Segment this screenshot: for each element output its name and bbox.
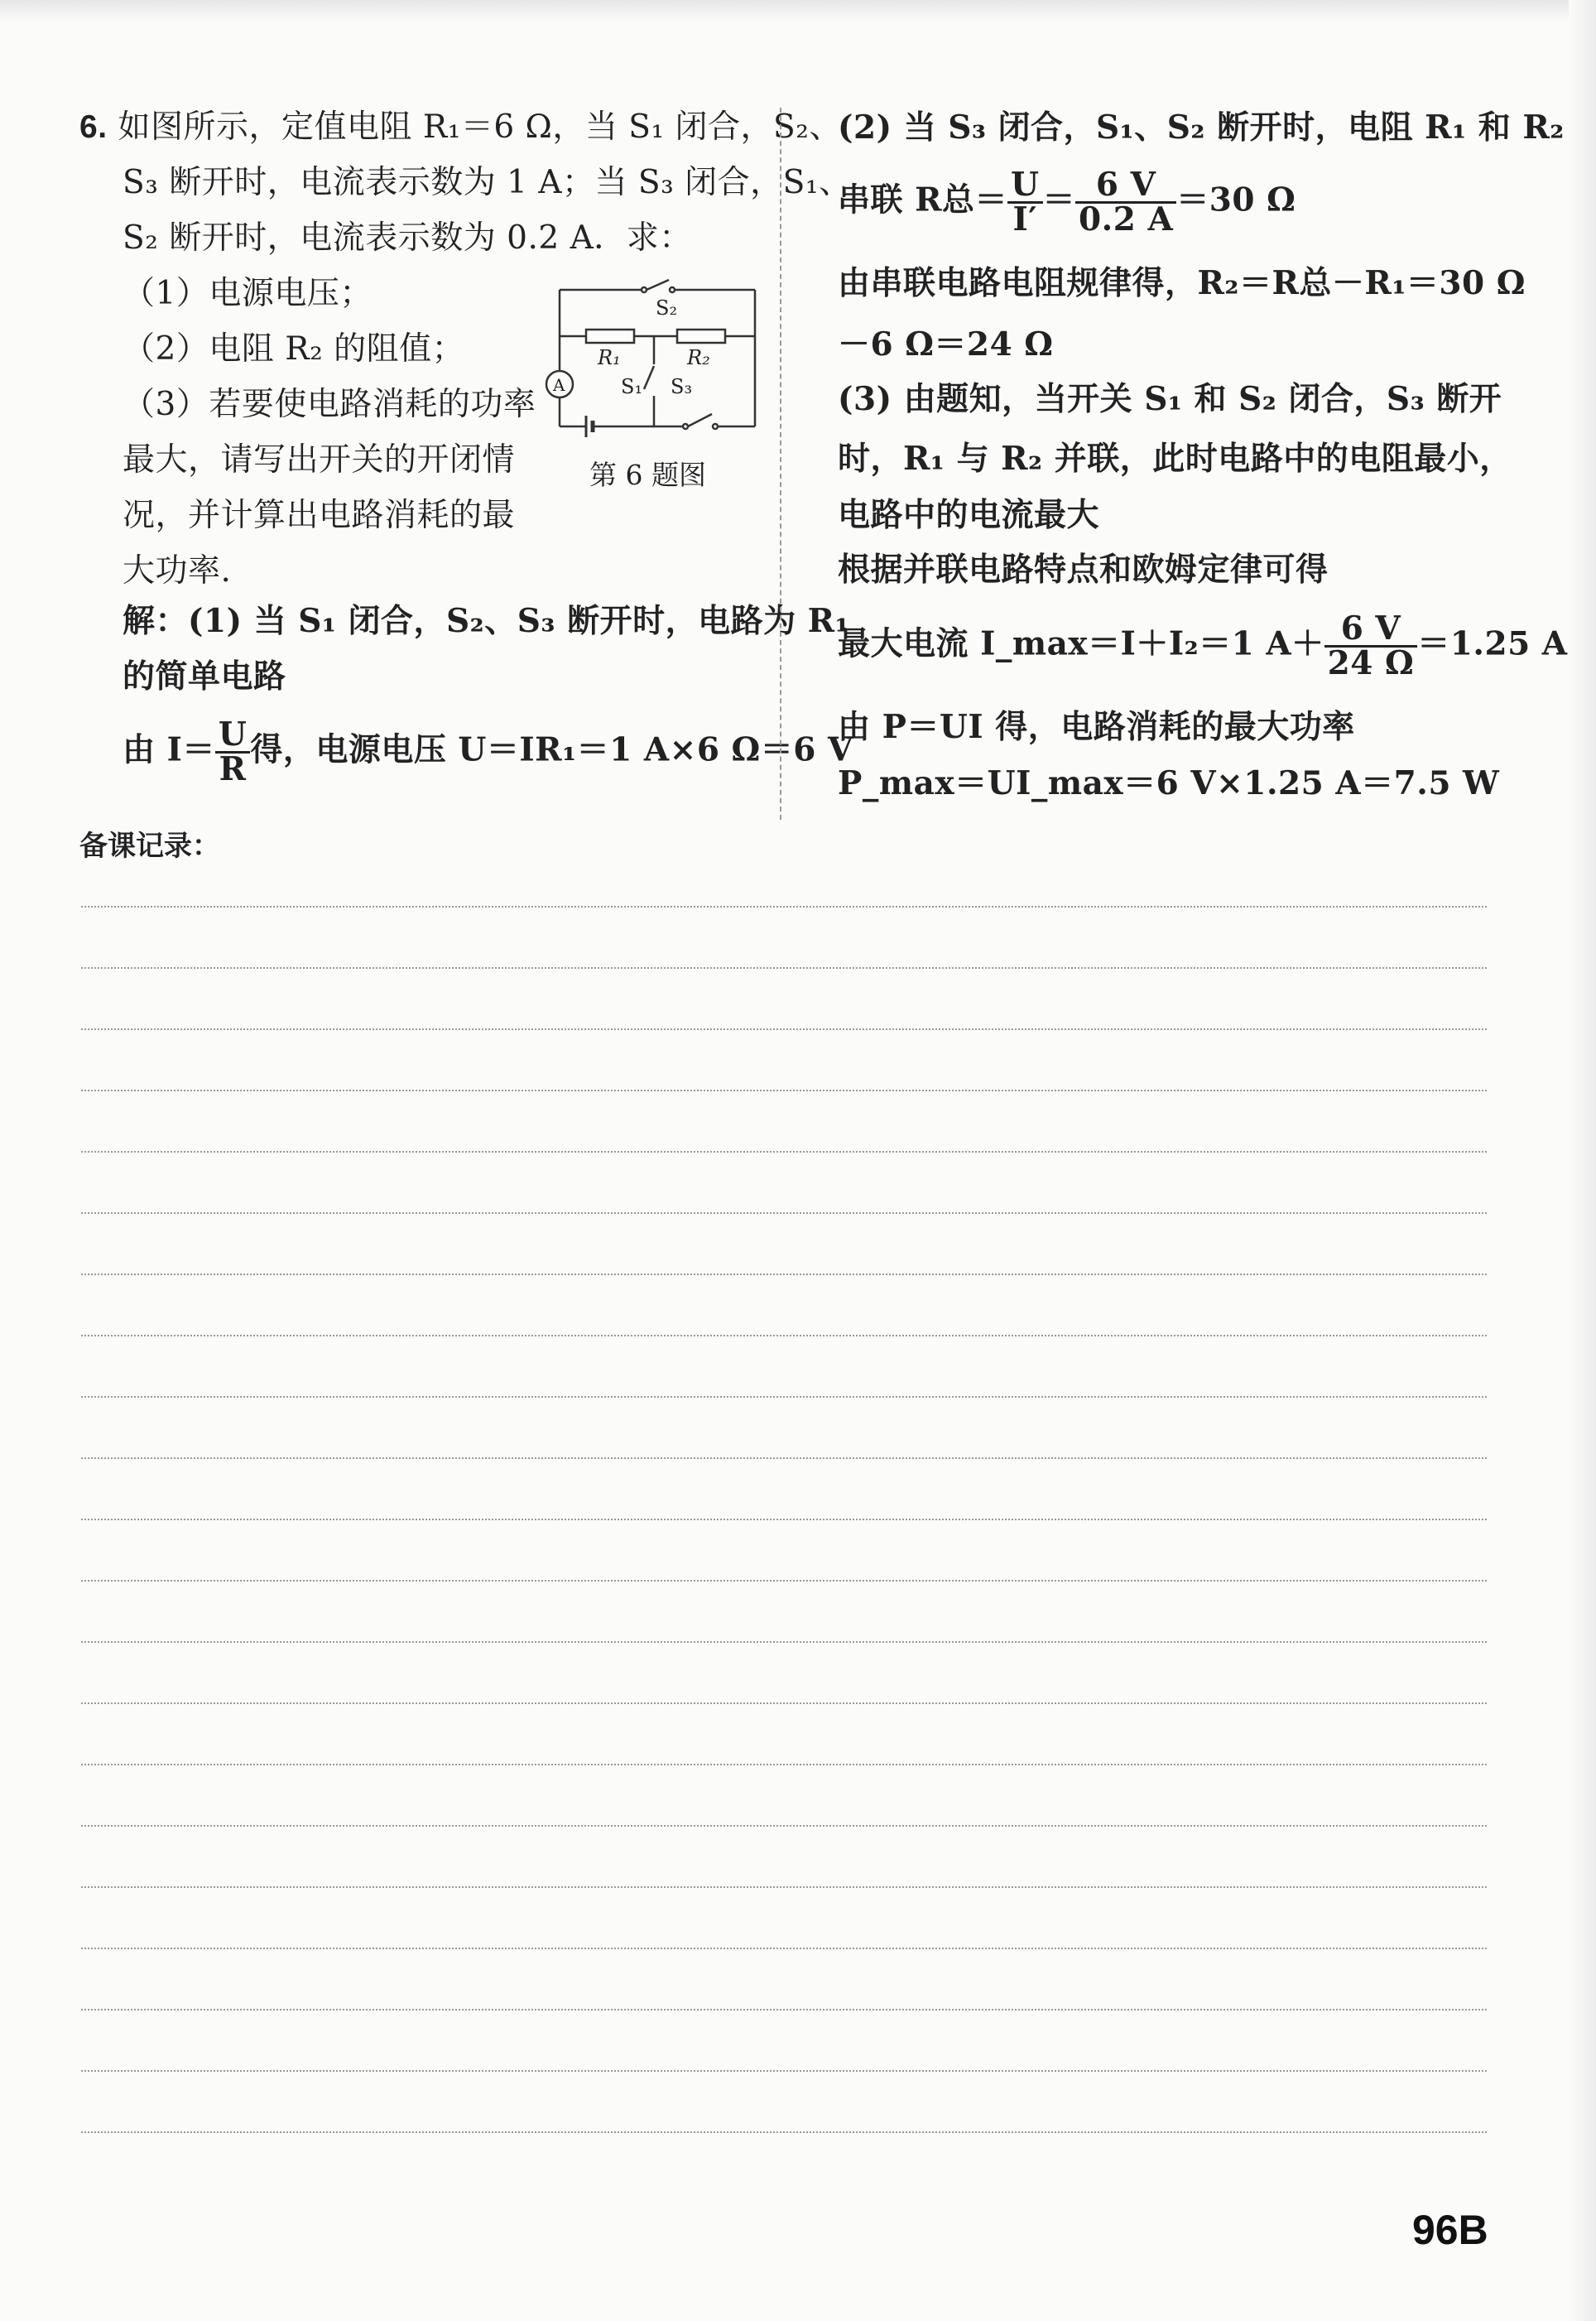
equals-sign: ＝: [1042, 181, 1076, 219]
note-line[interactable]: [81, 1702, 1487, 1704]
solution-part-1-line-3: [123, 715, 853, 788]
note-line[interactable]: [81, 1825, 1487, 1827]
fraction-denominator: 0.2 A: [1079, 200, 1174, 238]
column-divider: [780, 108, 781, 820]
fraction-numerator: 6 V: [1324, 613, 1418, 648]
note-line[interactable]: [81, 1396, 1487, 1398]
ammeter-symbol: A: [553, 375, 565, 395]
label-r1: R₁: [598, 346, 621, 369]
fraction-numerator: U: [1007, 169, 1043, 204]
note-line[interactable]: [81, 1641, 1487, 1643]
circuit-diagram: [538, 273, 762, 447]
solution-part-3-line-2: 时，R₁ 与 R₂ 并联，此时电路中的电阻最小，: [838, 440, 1512, 478]
question-part-2: （2）电阻 R₂ 的阻值；: [123, 330, 465, 368]
series-resistance-result: ＝30 Ω: [1176, 181, 1296, 219]
solution-part-2-line-4: －6 Ω＝24 Ω: [838, 325, 1054, 364]
note-line[interactable]: [81, 906, 1487, 908]
question-line-2: S₃ 断开时，电流表示数为 1 A；当 S₃ 闭合，S₁、: [123, 164, 852, 201]
solution-part-1-line-1: 解：(1) 当 S₁ 闭合，S₂、S₃ 断开时，电路为 R₁: [123, 602, 850, 640]
solution-part-3-line-4: 根据并联电路特点和欧姆定律可得: [838, 551, 1329, 589]
note-line[interactable]: [81, 2009, 1487, 2010]
question-part-1: （1）电源电压；: [123, 275, 373, 312]
note-line[interactable]: [81, 1028, 1487, 1030]
max-current-prefix: 最大电流 I_max＝I＋I₂＝1 A＋: [838, 624, 1324, 663]
note-line[interactable]: [81, 967, 1487, 969]
note-line[interactable]: [81, 1886, 1487, 1888]
question-part-3-line-2: 最大，请写出开关的开闭情: [123, 441, 516, 479]
max-current-result: ＝1.25 A: [1417, 624, 1568, 663]
note-line[interactable]: [81, 1457, 1487, 1459]
note-line[interactable]: [81, 1580, 1487, 1582]
note-line[interactable]: [81, 1948, 1487, 1949]
label-s1: S₁: [621, 375, 643, 398]
solution-part-3-line-6: 由 P＝UI 得，电路消耗的最大功率: [838, 708, 1355, 746]
question-part-3-line-4: 大功率.: [123, 552, 232, 590]
note-line[interactable]: [81, 1151, 1487, 1153]
solution-part-2-line-2: [838, 166, 1296, 238]
fraction-u-over-r: [215, 715, 251, 788]
fraction-denominator: 24 Ω: [1327, 644, 1415, 682]
solution-part-1-line-2: 的简单电路: [123, 657, 286, 696]
note-line[interactable]: [81, 2070, 1487, 2072]
page-top-edge: [0, 0, 1596, 22]
label-s3: S₃: [671, 375, 693, 398]
note-line[interactable]: [81, 1519, 1487, 1520]
label-s2: S₂: [656, 296, 678, 320]
figure-caption: 第 6 题图: [589, 459, 706, 491]
fraction-6v-over-24ohm: [1324, 609, 1418, 682]
solution-part-3-line-1: (3) 由题知，当开关 S₁ 和 S₂ 闭合，S₃ 断开: [838, 380, 1502, 418]
note-line[interactable]: [81, 1274, 1487, 1275]
question-line-1: [79, 99, 842, 156]
fraction-numerator: 6 V: [1075, 169, 1176, 204]
page-number: 96B: [1412, 2207, 1488, 2253]
label-r2: R₂: [687, 346, 710, 369]
formula-prefix: 由 I＝: [123, 730, 215, 769]
question-line-3: S₂ 断开时，电流表示数为 0.2 A．求：: [123, 219, 692, 257]
fraction-denominator: R: [219, 750, 247, 788]
note-line[interactable]: [81, 1212, 1487, 1214]
note-line[interactable]: [81, 2131, 1487, 2133]
formula-suffix: 得，电源电压 U＝IR₁＝1 A×6 Ω＝6 V: [250, 730, 853, 769]
note-line[interactable]: [81, 1764, 1487, 1765]
solution-part-3-line-7: P_max＝UI_max＝6 V×1.25 A＝7.5 W: [838, 764, 1500, 802]
series-resistance-prefix: 串联 R总＝: [838, 181, 1007, 219]
fraction-numerator: U: [215, 719, 251, 754]
question-part-3-line-1: （3）若要使电路消耗的功率: [123, 386, 536, 423]
solution-part-3-line-5: [838, 609, 1568, 682]
note-line[interactable]: [81, 1335, 1487, 1336]
note-line[interactable]: [81, 1090, 1487, 1091]
notes-label: 备课记录：: [79, 830, 220, 863]
solution-part-2-line-1: (2) 当 S₃ 闭合，S₁、S₂ 断开时，电阻 R₁ 和 R₂: [838, 108, 1565, 147]
question-part-3-line-3: 况，并计算出电路消耗的最: [123, 497, 516, 534]
page-right-edge: [1569, 0, 1596, 2321]
fraction-6v-over-02a: [1075, 166, 1176, 238]
solution-part-2-line-3: 由串联电路电阻规律得，R₂＝R总－R₁＝30 Ω: [838, 264, 1526, 302]
solution-part-3-line-3: 电路中的电流最大: [838, 496, 1100, 534]
fraction-denominator: I′: [1012, 200, 1038, 238]
question-number: 6.: [79, 109, 108, 145]
fraction-u-over-i: [1007, 166, 1043, 238]
question-text-1: 如图所示，定值电阻 R₁＝6 Ω，当 S₁ 闭合，S₂、: [118, 108, 842, 146]
